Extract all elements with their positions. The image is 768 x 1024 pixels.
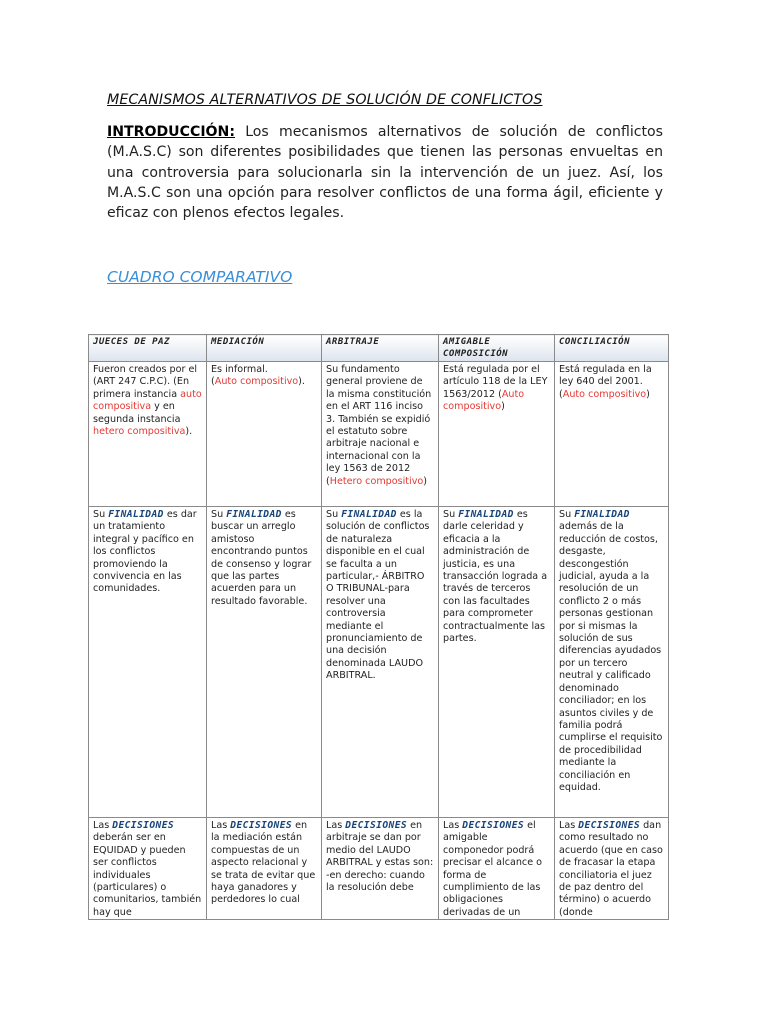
- cell-jueces-decisiones: [89, 818, 207, 920]
- cell-text: y en segunda instancia: [93, 401, 181, 425]
- introduction-paragraph: [107, 122, 663, 223]
- cell-text: Es informal.: [211, 364, 268, 375]
- hetero-compositiva-tag: hetero compositiva: [93, 426, 186, 438]
- cell-amigable-decisiones: [439, 818, 555, 920]
- introduction-label: INTRODUCCIÓN:: [107, 124, 235, 140]
- cell-amigable-regulation: [439, 362, 555, 507]
- cell-text: el amigable componedor podrá precisar el alcance o forma de cumplimiento de las obligaciones derivadas de un: [443, 820, 543, 918]
- comparison-table: [88, 334, 669, 920]
- cell-text: (: [211, 376, 215, 388]
- cell-text: ): [646, 388, 650, 400]
- cell-text: Las: [559, 820, 579, 831]
- cell-text: ): [501, 401, 505, 413]
- cell-arbitraje-regulation: [322, 362, 439, 507]
- cell-text: Su: [559, 509, 575, 520]
- cell-text: en la mediación están compuestas de un aspecto relacional y se trata de evitar que haya ganadores y perdedores lo cual: [211, 820, 316, 906]
- cell-text: dan como resultado no acuerdo (que en caso de fracasar la etapa conciliatoria el juez de paz dentro del término) o acuerdo (donde: [559, 820, 663, 918]
- auto-compositivo-tag: Auto compositivo: [562, 388, 647, 400]
- cell-text: Las: [93, 820, 113, 831]
- auto-compositiva-tag: auto compositiva: [93, 388, 202, 413]
- table-row-regulation: [89, 362, 669, 507]
- header-jueces-de-paz: JUECES DE PAZ: [89, 335, 207, 362]
- cell-jueces-finalidad: [89, 507, 207, 818]
- table-row-decisiones: [89, 818, 669, 920]
- header-amigable-composicion: AMIGABLE COMPOSICIÓN: [439, 335, 555, 362]
- decisiones-keyword: DECISIONES: [112, 820, 175, 831]
- cell-mediacion-finalidad: [207, 507, 322, 818]
- cell-amigable-finalidad: [439, 507, 555, 818]
- cell-conciliacion-decisiones: [555, 818, 669, 920]
- cell-text: es buscar un arreglo amistoso encontrando puntos de consenso y lograr que las partes acuerden para un resultado favorable.: [211, 509, 312, 607]
- cell-text: Las: [443, 820, 463, 831]
- cell-text: ): [423, 475, 428, 487]
- section-title: CUADRO COMPARATIVO: [107, 268, 293, 286]
- cell-text: ).: [298, 376, 305, 388]
- header-arbitraje: ARBITRAJE: [322, 335, 439, 362]
- finalidad-keyword: FINALIDAD: [341, 509, 397, 520]
- cell-mediacion-regulation: [207, 362, 322, 507]
- finalidad-keyword: FINALIDAD: [226, 509, 282, 520]
- cell-text: -en derecho: cuando la resolución debe: [326, 869, 425, 894]
- header-mediacion: MEDIACIÓN: [207, 335, 322, 362]
- cell-text: deberán ser en EQUIDAD y pueden ser conflictos individuales (particulares) o comunitarios, también hay que: [93, 832, 202, 918]
- table-row-finalidad: [89, 507, 669, 818]
- cell-text: es darle celeridad y eficacia a la administración de justicia, es una transacción lograda a través de terceros con las facultades para comprometer contractualmente las partes.: [443, 509, 548, 645]
- cell-text: Fueron creados por el (ART 247 C.P.C). (En primera instancia: [93, 364, 198, 400]
- auto-compositivo-tag: Auto compositivo: [214, 376, 299, 388]
- cell-text: Su: [211, 509, 227, 520]
- cell-text: Está regulada por el artículo 118 de la LEY 1563/2012 (: [443, 364, 548, 400]
- introduction-text: Los mecanismos alternativos de solución de conflictos (M.A.S.C) son diferentes posibilidades que tienen las personas envueltas en una controversia para solucionarla sin la intervención de un juez. Así, los M.A.S.C son una opción para resolver conflictos de una forma ágil, eficiente y eficaz con plenos efectos legales.: [107, 124, 663, 222]
- header-conciliacion: CONCILIACIÓN: [555, 335, 669, 362]
- cell-text: es la solución de conflictos de naturaleza disponible en el cual se faculta a un particular,- ÁRBITRO O TRIBUNAL-para resolver una controversia mediante el pronunciamiento de una decisión denominada LAUDO ARBITRAL.: [326, 509, 430, 682]
- cell-arbitraje-decisiones: [322, 818, 439, 920]
- auto-compositivo-tag: Auto compositivo: [443, 388, 525, 413]
- decisiones-keyword: DECISIONES: [345, 820, 408, 831]
- document-title: MECANISMOS ALTERNATIVOS DE SOLUCIÓN DE CONFLICTOS: [107, 92, 543, 108]
- table-header-row: [89, 335, 669, 362]
- decisiones-keyword: DECISIONES: [230, 820, 293, 831]
- finalidad-keyword: FINALIDAD: [458, 509, 514, 520]
- finalidad-keyword: FINALIDAD: [108, 509, 164, 520]
- cell-jueces-regulation: [89, 362, 207, 507]
- cell-text: ).: [185, 426, 193, 438]
- finalidad-keyword: FINALIDAD: [574, 509, 630, 520]
- cell-text: Su fundamento general proviene de la misma constitución en el ART 116 inciso 3. También se expidió el estatuto sobre arbitraje nacional e internacional con la ley 1563 de 2012 (: [326, 364, 432, 487]
- cell-arbitraje-finalidad: [322, 507, 439, 818]
- decisiones-keyword: DECISIONES: [462, 820, 525, 831]
- cell-text: Su: [443, 509, 459, 520]
- cell-text: Las: [211, 820, 231, 831]
- cell-text: Las: [326, 820, 346, 831]
- cell-text: es dar un tratamiento integral y pacífico en los conflictos promoviendo la convivencia en las comunidades.: [93, 509, 197, 595]
- cell-text: Su: [93, 509, 109, 520]
- cell-conciliacion-regulation: [555, 362, 669, 507]
- cell-mediacion-decisiones: [207, 818, 322, 920]
- cell-text: Está regulada en la ley 640 del 2001. (: [559, 364, 652, 400]
- cell-text: además de la reducción de costos, desgaste, descongestión judicial, ayuda a la resolución de un conflicto 2 o más personas gestionan por si mismas la solución de sus diferencias ayudados por un tercero neutral y calificado denominado conciliador; en los asuntos civiles y de familia podrá cumplirse el requisito de procedibilidad mediante la conciliación en equidad.: [559, 521, 663, 793]
- cell-text: en arbitraje se dan por medio del LAUDO ARBITRAL y estas son:: [326, 820, 434, 869]
- cell-text: Su: [326, 509, 342, 520]
- decisiones-keyword: DECISIONES: [578, 820, 641, 831]
- hetero-compositivo-tag: Hetero compositivo: [329, 475, 424, 487]
- cell-conciliacion-finalidad: [555, 507, 669, 818]
